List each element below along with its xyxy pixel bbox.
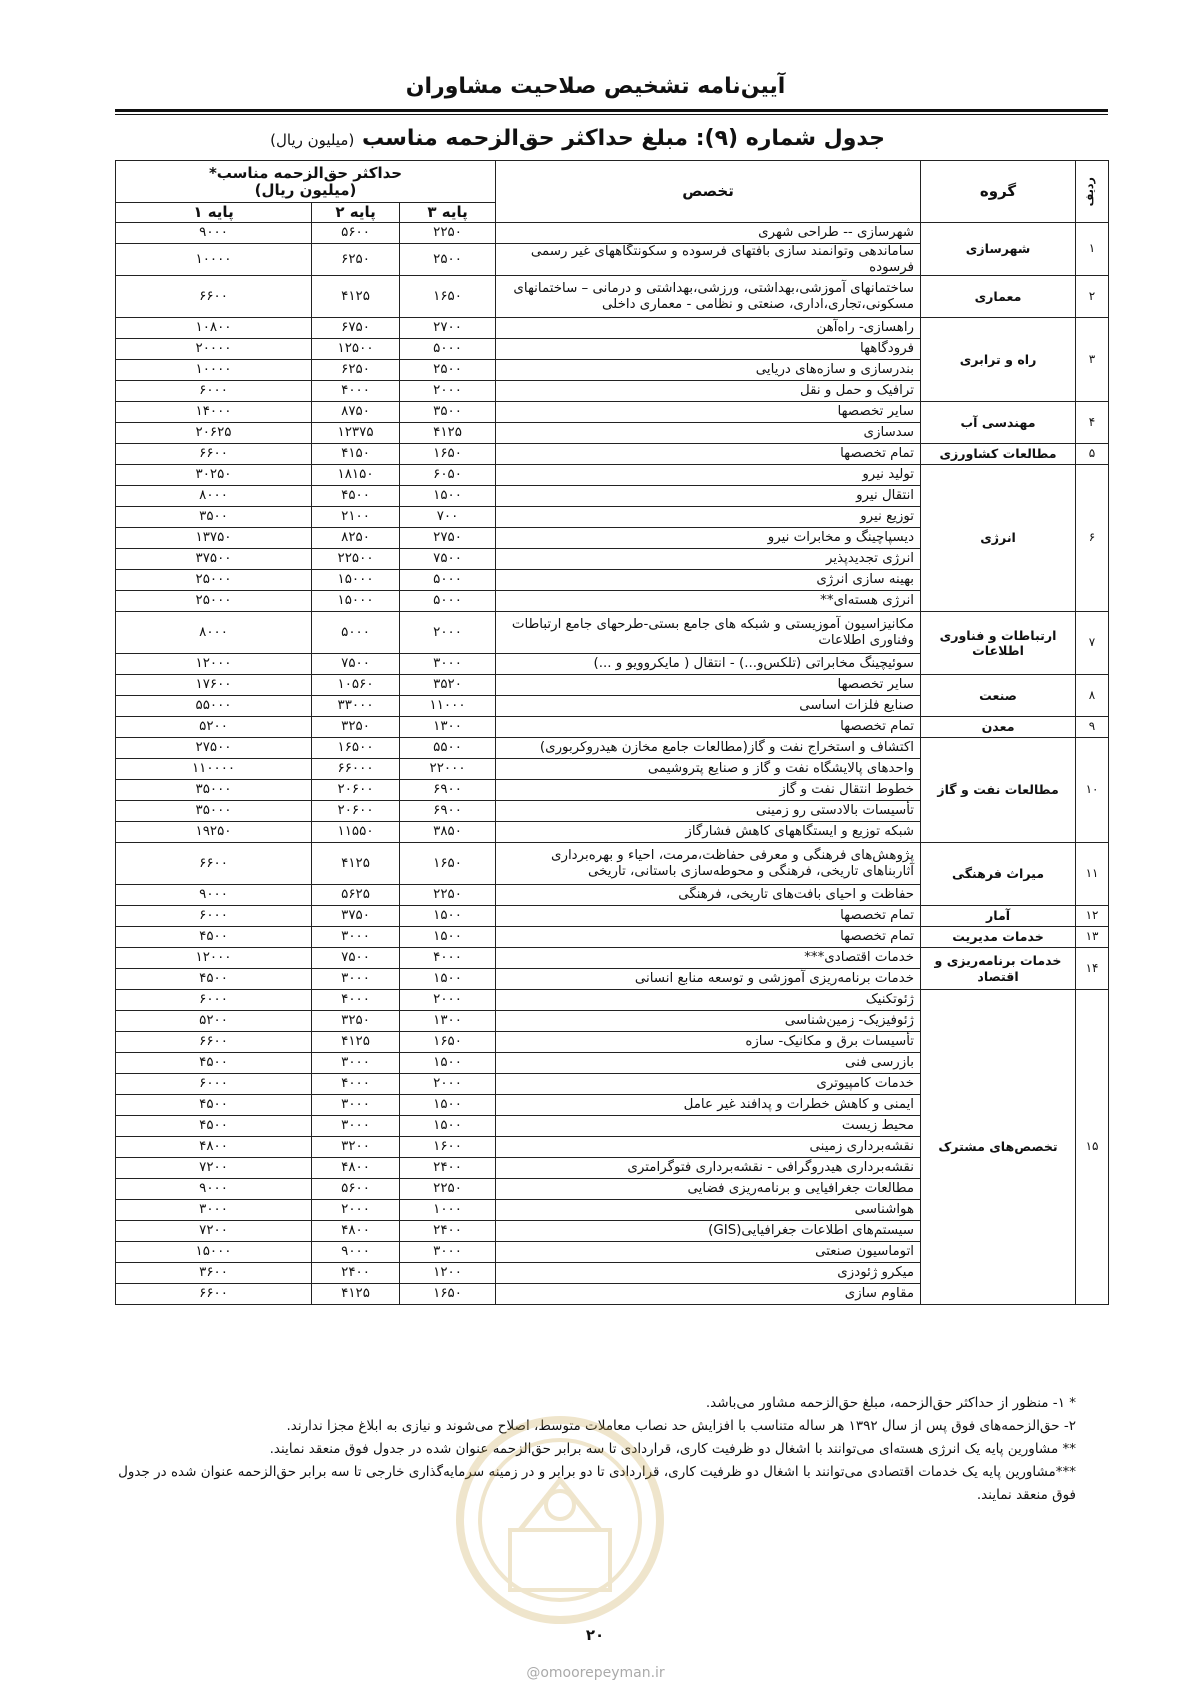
fee-b1-cell: ۱۲۰۰۰	[116, 948, 312, 969]
fee-b1-cell: ۲۰۰۰۰	[116, 339, 312, 360]
fee-b2-cell: ۲۱۰۰	[312, 507, 400, 528]
specialty-cell: فرودگاهها	[496, 339, 921, 360]
specialty-cell: ایمنی و کاهش خطرات و پدافند غیر عامل	[496, 1095, 921, 1116]
group-name: مطالعات نفت و گاز	[921, 738, 1076, 843]
footnote: * ۱- منظور از حداکثر حق‌الزحمه، مبلغ حق‌الزحمه مشاور می‌باشد.	[705, 1395, 1076, 1411]
specialty-cell: دیسپاچینگ و مخابرات نیرو	[496, 528, 921, 549]
fee-b3-cell: ۲۲۵۰	[400, 885, 496, 906]
fee-b2-cell: ۱۱۵۵۰	[312, 822, 400, 843]
fee-b2-cell: ۱۰۵۶۰	[312, 675, 400, 696]
fee-b3-cell: ۳۰۰۰	[400, 654, 496, 675]
specialty-cell: تمام تخصصها	[496, 444, 921, 465]
document-title: آیین‌نامه تشخیص صلاحیت مشاوران	[405, 74, 786, 99]
fee-b2-cell: ۳۳۰۰۰	[312, 696, 400, 717]
fee-b1-cell: ۲۰۶۲۵	[116, 423, 312, 444]
row-index: ۹	[1076, 717, 1109, 738]
table-row	[116, 906, 1109, 927]
specialty-cell: شبکه توزیع و ایستگاههای کاهش فشارگاز	[496, 822, 921, 843]
specialty-cell: تمام تخصصها	[496, 906, 921, 927]
table-row	[116, 402, 1109, 423]
row-index: ۷	[1076, 612, 1109, 675]
fee-b2-cell: ۸۷۵۰	[312, 402, 400, 423]
fee-b2-cell: ۲۰۰۰	[312, 1200, 400, 1221]
table-row	[116, 990, 1109, 1011]
fee-b3-cell: ۱۶۵۰	[400, 1032, 496, 1053]
specialty-cell: سایر تخصصها	[496, 402, 921, 423]
specialty-cell: ساماندهی وتوانمند سازی بافتهای فرسوده و سکونتگاههای غیر رسمی فرسوده	[496, 244, 921, 276]
specialty-cell: شهرسازی -- طراحی شهری	[496, 223, 921, 244]
header-rule-thin	[115, 114, 1108, 115]
column-header-specialty: تخصص	[496, 161, 921, 223]
footnote: ۲- حق‌الزحمه‌های فوق پس از سال ۱۳۹۲ هر ساله متناسب با افزایش حد نصاب معاملات متوسط، اصلاح می‌شوند و نیازی به ابلاغ مجزا ندارند.	[286, 1418, 1076, 1434]
table-row	[116, 717, 1109, 738]
row-index: ۳	[1076, 318, 1109, 402]
fee-b3-cell: ۱۵۰۰	[400, 1053, 496, 1074]
specialty-cell: انرژی تجدیدپذیر	[496, 549, 921, 570]
fee-b1-cell: ۱۱۰۰۰۰	[116, 759, 312, 780]
fee-b1-cell: ۹۰۰۰	[116, 223, 312, 244]
row-index: ۵	[1076, 444, 1109, 465]
group-name: خدمات برنامه‌ریزی و اقتصاد	[921, 948, 1076, 990]
specialty-cell: مکانیزاسیون آموزیستی و شبکه های جامع بستی-طرحهای جامع ارتباطات وفناوری اطلاعات	[496, 612, 921, 654]
fee-b1-cell: ۱۷۶۰۰	[116, 675, 312, 696]
fee-b1-cell: ۸۰۰۰	[116, 486, 312, 507]
row-index: ۱۵	[1076, 990, 1109, 1305]
specialty-cell: خطوط انتقال نفت و گاز	[496, 780, 921, 801]
specialty-cell: سوئیچینگ مخابراتی (تلکس‌و...) - انتقال ( مایکروویو و ...)	[496, 654, 921, 675]
specialty-cell: مطالعات جغرافیایی و برنامه‌ریزی فضایی	[496, 1179, 921, 1200]
fee-b2-cell: ۲۲۵۰۰	[312, 549, 400, 570]
fee-b3-cell: ۲۰۰۰	[400, 381, 496, 402]
fee-b2-cell: ۱۵۰۰۰	[312, 570, 400, 591]
group-name: انرژی	[921, 465, 1076, 612]
group-name: آمار	[921, 906, 1076, 927]
table-row	[116, 318, 1109, 339]
group-name: معدن	[921, 717, 1076, 738]
row-index: ۱۳	[1076, 927, 1109, 948]
fee-b3-cell: ۱۶۵۰	[400, 444, 496, 465]
row-index: ۱	[1076, 223, 1109, 276]
fee-b2-cell: ۶۲۵۰	[312, 244, 400, 276]
group-name: مطالعات کشاورزی	[921, 444, 1076, 465]
specialty-cell: تمام تخصصها	[496, 927, 921, 948]
fee-b1-cell: ۴۵۰۰	[116, 969, 312, 990]
fee-b2-cell: ۲۴۰۰	[312, 1263, 400, 1284]
fee-b1-cell: ۸۰۰۰	[116, 612, 312, 654]
specialty-cell: نقشه‌برداری هیدروگرافی - نقشه‌برداری فتوگرامتری	[496, 1158, 921, 1179]
fee-b1-cell: ۷۲۰۰	[116, 1158, 312, 1179]
fee-b3-cell: ۲۲۵۰	[400, 1179, 496, 1200]
fee-b3-cell: ۱۵۰۰	[400, 906, 496, 927]
fee-b3-cell: ۴۰۰۰	[400, 948, 496, 969]
fee-header-line1: حداکثر حق‌الزحمه مناسب*	[208, 163, 403, 182]
specialty-cell: بازرسی فنی	[496, 1053, 921, 1074]
fee-b2-cell: ۴۱۲۵	[312, 1032, 400, 1053]
fee-b3-cell: ۱۶۵۰	[400, 1284, 496, 1305]
fee-b1-cell: ۴۵۰۰	[116, 1053, 312, 1074]
fee-b2-cell: ۳۷۵۰	[312, 906, 400, 927]
watermark: @omoorepeyman.ir	[526, 1665, 665, 1681]
specialty-cell: حفاظت و احیای بافت‌های تاریخی، فرهنگی	[496, 885, 921, 906]
table-title-unit: (میلیون ریال)	[270, 131, 355, 149]
row-index: ۱۲	[1076, 906, 1109, 927]
fee-b2-cell: ۱۵۰۰۰	[312, 591, 400, 612]
fee-b2-cell: ۳۲۵۰	[312, 1011, 400, 1032]
fee-b2-cell: ۳۰۰۰	[312, 927, 400, 948]
fee-b1-cell: ۱۳۷۵۰	[116, 528, 312, 549]
fee-b3-cell: ۳۰۰۰	[400, 1242, 496, 1263]
group-name: شهرسازی	[921, 223, 1076, 276]
group-name: ارتباطات و فناوری اطلاعات	[921, 612, 1076, 675]
row-index: ۱۰	[1076, 738, 1109, 843]
table-row	[116, 276, 1109, 318]
column-header-fee	[116, 161, 496, 203]
fee-b3-cell: ۴۱۲۵	[400, 423, 496, 444]
specialty-cell: سایر تخصصها	[496, 675, 921, 696]
fee-b3-cell: ۲۲۰۰۰	[400, 759, 496, 780]
fee-b1-cell: ۵۲۰۰	[116, 717, 312, 738]
specialty-cell: تأسیسات بالادستی رو زمینی	[496, 801, 921, 822]
table-row	[116, 948, 1109, 969]
fee-b2-cell: ۴۰۰۰	[312, 1074, 400, 1095]
fee-b1-cell: ۳۰۰۰	[116, 1200, 312, 1221]
specialty-cell: محیط زیست	[496, 1116, 921, 1137]
fee-b2-cell: ۶۶۰۰۰	[312, 759, 400, 780]
table-row	[116, 612, 1109, 654]
fee-b1-cell: ۴۵۰۰	[116, 927, 312, 948]
fee-b3-cell: ۱۶۵۰	[400, 276, 496, 318]
fee-b1-cell: ۹۰۰۰	[116, 885, 312, 906]
fee-b1-cell: ۲۵۰۰۰	[116, 591, 312, 612]
table-row	[116, 465, 1109, 486]
fee-b2-cell: ۴۵۰۰	[312, 486, 400, 507]
fee-b2-cell: ۲۰۶۰۰	[312, 780, 400, 801]
fee-b3-cell: ۵۰۰۰	[400, 591, 496, 612]
group-name: میراث فرهنگی	[921, 843, 1076, 906]
specialty-cell: سدسازی	[496, 423, 921, 444]
fee-b1-cell: ۱۰۰۰۰	[116, 360, 312, 381]
fee-b2-cell: ۳۰۰۰	[312, 969, 400, 990]
specialty-cell: مقاوم سازی	[496, 1284, 921, 1305]
specialty-cell: ژئوفیزیک- زمین‌شناسی	[496, 1011, 921, 1032]
fee-b1-cell: ۷۲۰۰	[116, 1221, 312, 1242]
fee-b3-cell: ۱۳۰۰	[400, 1011, 496, 1032]
fee-b1-cell: ۱۲۰۰۰	[116, 654, 312, 675]
column-header-base3: پایه ۳	[400, 203, 496, 223]
specialty-cell: خدمات کامپیوتری	[496, 1074, 921, 1095]
fee-b1-cell: ۱۴۰۰۰	[116, 402, 312, 423]
fee-b1-cell: ۱۰۰۰۰	[116, 244, 312, 276]
fee-b1-cell: ۳۷۵۰۰	[116, 549, 312, 570]
specialty-cell: بندرسازی و سازه‌های دریایی	[496, 360, 921, 381]
fee-b3-cell: ۲۵۰۰	[400, 244, 496, 276]
fee-header-line2: (میلیون ریال)	[254, 180, 357, 199]
fee-b2-cell: ۴۱۲۵	[312, 276, 400, 318]
table-title-main: جدول شماره (۹): مبلغ حداکثر حق‌الزحمه مناسب	[361, 126, 885, 151]
fee-b3-cell: ۱۵۰۰	[400, 1095, 496, 1116]
fee-b2-cell: ۹۰۰۰	[312, 1242, 400, 1263]
row-index: ۶	[1076, 465, 1109, 612]
fee-b3-cell: ۲۵۰۰	[400, 360, 496, 381]
fee-b2-cell: ۱۲۳۷۵	[312, 423, 400, 444]
fee-b1-cell: ۳۵۰۰۰	[116, 801, 312, 822]
fee-b3-cell: ۵۵۰۰	[400, 738, 496, 759]
fee-b1-cell: ۶۶۰۰	[116, 1032, 312, 1053]
fee-b2-cell: ۵۶۰۰	[312, 1179, 400, 1200]
fee-b1-cell: ۱۹۲۵۰	[116, 822, 312, 843]
fee-b2-cell: ۱۶۵۰۰	[312, 738, 400, 759]
header-rule-thick	[115, 109, 1108, 112]
fee-b1-cell: ۴۸۰۰	[116, 1137, 312, 1158]
fee-b1-cell: ۴۵۰۰	[116, 1116, 312, 1137]
fee-b2-cell: ۳۰۰۰	[312, 1053, 400, 1074]
fee-b1-cell: ۶۶۰۰	[116, 1284, 312, 1305]
fee-b1-cell: ۶۶۰۰	[116, 444, 312, 465]
fee-b1-cell: ۵۲۰۰	[116, 1011, 312, 1032]
fee-b3-cell: ۶۹۰۰	[400, 780, 496, 801]
table-row	[116, 927, 1109, 948]
row-index: ۱۴	[1076, 948, 1109, 990]
fee-b3-cell: ۲۰۰۰	[400, 990, 496, 1011]
row-index: ۲	[1076, 276, 1109, 318]
fee-b1-cell: ۶۰۰۰	[116, 381, 312, 402]
fee-b1-cell: ۳۵۰۰	[116, 507, 312, 528]
fee-b3-cell: ۲۰۰۰	[400, 612, 496, 654]
fee-b2-cell: ۷۵۰۰	[312, 654, 400, 675]
fee-b3-cell: ۱۵۰۰	[400, 927, 496, 948]
group-name: مهندسی آب	[921, 402, 1076, 444]
fee-b3-cell: ۳۵۲۰	[400, 675, 496, 696]
specialty-cell: واحدهای پالایشگاه نفت و گاز و صنایع پتروشیمی	[496, 759, 921, 780]
fee-b1-cell: ۳۵۰۰۰	[116, 780, 312, 801]
fee-b1-cell: ۵۵۰۰۰	[116, 696, 312, 717]
specialty-cell: ترافیک و حمل و نقل	[496, 381, 921, 402]
specialty-cell: انرژی هسته‌ای**	[496, 591, 921, 612]
specialty-cell: راهسازی- راه‌آهن	[496, 318, 921, 339]
fee-b2-cell: ۴۰۰۰	[312, 381, 400, 402]
specialty-cell: خدمات برنامه‌ریزی آموزشی و توسعه منابع انسانی	[496, 969, 921, 990]
fee-b3-cell: ۱۳۰۰	[400, 717, 496, 738]
fee-b3-cell: ۲۲۵۰	[400, 223, 496, 244]
fee-b3-cell: ۲۰۰۰	[400, 1074, 496, 1095]
fee-b3-cell: ۶۹۰۰	[400, 801, 496, 822]
specialty-cell: ژئوتکنیک	[496, 990, 921, 1011]
fee-b2-cell: ۴۰۰۰	[312, 990, 400, 1011]
fee-b2-cell: ۳۲۵۰	[312, 717, 400, 738]
fee-b3-cell: ۳۵۰۰	[400, 402, 496, 423]
fee-b2-cell: ۵۰۰۰	[312, 612, 400, 654]
fee-b2-cell: ۷۵۰۰	[312, 948, 400, 969]
fee-b3-cell: ۱۲۰۰	[400, 1263, 496, 1284]
fee-b2-cell: ۴۸۰۰	[312, 1158, 400, 1179]
specialty-cell: بهینه سازی انرژی	[496, 570, 921, 591]
fee-b2-cell: ۶۷۵۰	[312, 318, 400, 339]
fee-b1-cell: ۹۰۰۰	[116, 1179, 312, 1200]
column-header-group: گروه	[921, 161, 1076, 223]
fee-b3-cell: ۲۴۰۰	[400, 1158, 496, 1179]
specialty-cell: اکتشاف و استخراج نفت و گاز(مطالعات جامع مخازن هیدروکربوری)	[496, 738, 921, 759]
fee-b1-cell: ۶۰۰۰	[116, 1074, 312, 1095]
group-name: خدمات مدیریت	[921, 927, 1076, 948]
fee-b1-cell: ۴۵۰۰	[116, 1095, 312, 1116]
fee-b3-cell: ۷۰۰	[400, 507, 496, 528]
fee-b1-cell: ۶۶۰۰	[116, 276, 312, 318]
fee-b3-cell: ۱۱۰۰۰	[400, 696, 496, 717]
specialty-cell: اتوماسیون صنعتی	[496, 1242, 921, 1263]
fee-b2-cell: ۳۰۰۰	[312, 1095, 400, 1116]
official-seal	[450, 1410, 670, 1640]
fee-b3-cell: ۱۵۰۰	[400, 969, 496, 990]
fee-b3-cell: ۱۶۰۰	[400, 1137, 496, 1158]
fee-b3-cell: ۳۸۵۰	[400, 822, 496, 843]
column-header-base1: پایه ۱	[116, 203, 312, 223]
fee-b3-cell: ۱۵۰۰	[400, 486, 496, 507]
fee-table	[115, 160, 1109, 1305]
specialty-cell: تولید نیرو	[496, 465, 921, 486]
fee-b2-cell: ۵۶۰۰	[312, 223, 400, 244]
fee-b1-cell: ۶۰۰۰	[116, 906, 312, 927]
table-row	[116, 675, 1109, 696]
fee-b3-cell: ۵۰۰۰	[400, 339, 496, 360]
fee-b1-cell: ۱۵۰۰۰	[116, 1242, 312, 1263]
specialty-cell: توزیع نیرو	[496, 507, 921, 528]
fee-b2-cell: ۳۲۰۰	[312, 1137, 400, 1158]
fee-b2-cell: ۶۲۵۰	[312, 360, 400, 381]
fee-b2-cell: ۴۱۵۰	[312, 444, 400, 465]
fee-b2-cell: ۴۸۰۰	[312, 1221, 400, 1242]
specialty-cell: هواشناسی	[496, 1200, 921, 1221]
fee-b3-cell: ۲۷۵۰	[400, 528, 496, 549]
fee-b1-cell: ۱۰۸۰۰	[116, 318, 312, 339]
table-row	[116, 738, 1109, 759]
table-title	[270, 126, 885, 151]
specialty-cell: ساختمانهای آموزشی،بهداشتی، ورزشی،بهداشتی و درمانی – ساختمانهای مسکونی،تجاری،اداری، صنعتی و نظامی - معماری داخلی	[496, 276, 921, 318]
specialty-cell: سیستم‌های اطلاعات جغرافیایی(GIS)	[496, 1221, 921, 1242]
fee-b1-cell: ۶۰۰۰	[116, 990, 312, 1011]
fee-b2-cell: ۴۱۲۵	[312, 843, 400, 885]
specialty-cell: میکرو ژئودزی	[496, 1263, 921, 1284]
fee-b2-cell: ۱۲۵۰۰	[312, 339, 400, 360]
table-row	[116, 223, 1109, 244]
table-row	[116, 444, 1109, 465]
specialty-cell: تأسیسات برق و مکانیک- سازه	[496, 1032, 921, 1053]
specialty-cell: پژوهش‌های فرهنگی و معرفی حفاظت،مرمت، احیاء و بهره‌برداری آثاربناهای تاریخی، فرهنگی و محوطه‌سازی باستانی، تاریخی	[496, 843, 921, 885]
row-index: ۱۱	[1076, 843, 1109, 906]
fee-b2-cell: ۵۶۲۵	[312, 885, 400, 906]
specialty-cell: انتقال نیرو	[496, 486, 921, 507]
fee-b1-cell: ۶۶۰۰	[116, 843, 312, 885]
fee-b3-cell: ۵۰۰۰	[400, 570, 496, 591]
fee-b2-cell: ۳۰۰۰	[312, 1116, 400, 1137]
specialty-cell: خدمات اقتصادی***	[496, 948, 921, 969]
specialty-cell: تمام تخصصها	[496, 717, 921, 738]
fee-b3-cell: ۶۰۵۰	[400, 465, 496, 486]
row-index: ۸	[1076, 675, 1109, 717]
group-name: صنعت	[921, 675, 1076, 717]
fee-b3-cell: ۱۰۰۰	[400, 1200, 496, 1221]
fee-b1-cell: ۳۰۲۵۰	[116, 465, 312, 486]
footnote: ***مشاورین پایه یک خدمات اقتصادی می‌توانند با اشغال دو ظرفیت کاری، قراردادی تا دو برابر و در زمینه سرمایه‌گذاری خارجی تا سه برابر حق‌الزحمه عنوان شده در جدول فوق منعقد نمایند.	[118, 1464, 1076, 1503]
group-name: راه و ترابری	[921, 318, 1076, 402]
fee-b1-cell: ۲۷۵۰۰	[116, 738, 312, 759]
page-number: ۲۰	[585, 1626, 605, 1644]
fee-b3-cell: ۷۵۰۰	[400, 549, 496, 570]
fee-b2-cell: ۱۸۱۵۰	[312, 465, 400, 486]
fee-b2-cell: ۸۲۵۰	[312, 528, 400, 549]
fee-b2-cell: ۲۰۶۰۰	[312, 801, 400, 822]
column-header-base2: پایه ۲	[312, 203, 400, 223]
group-name: معماری	[921, 276, 1076, 318]
fee-b1-cell: ۲۵۰۰۰	[116, 570, 312, 591]
fee-table-body	[116, 223, 1109, 1305]
fee-b2-cell: ۴۱۲۵	[312, 1284, 400, 1305]
fee-b1-cell: ۳۶۰۰	[116, 1263, 312, 1284]
fee-b3-cell: ۱۵۰۰	[400, 1116, 496, 1137]
column-header-index: ردیف	[1076, 161, 1109, 223]
table-row	[116, 843, 1109, 885]
specialty-cell: نقشه‌برداری زمینی	[496, 1137, 921, 1158]
fee-b3-cell: ۲۴۰۰	[400, 1221, 496, 1242]
fee-b3-cell: ۲۷۰۰	[400, 318, 496, 339]
specialty-cell: صنایع فلزات اساسی	[496, 696, 921, 717]
group-name: تخصص‌های مشترک	[921, 990, 1076, 1305]
footnote: ** مشاورین پایه یک انرژی هسته‌ای می‌توانند با اشغال دو ظرفیت کاری، قراردادی تا سه برابر حق‌الزحمه عنوان شده در جدول فوق منعقد نمایند.	[269, 1441, 1076, 1457]
row-index: ۴	[1076, 402, 1109, 444]
fee-b3-cell: ۱۶۵۰	[400, 843, 496, 885]
